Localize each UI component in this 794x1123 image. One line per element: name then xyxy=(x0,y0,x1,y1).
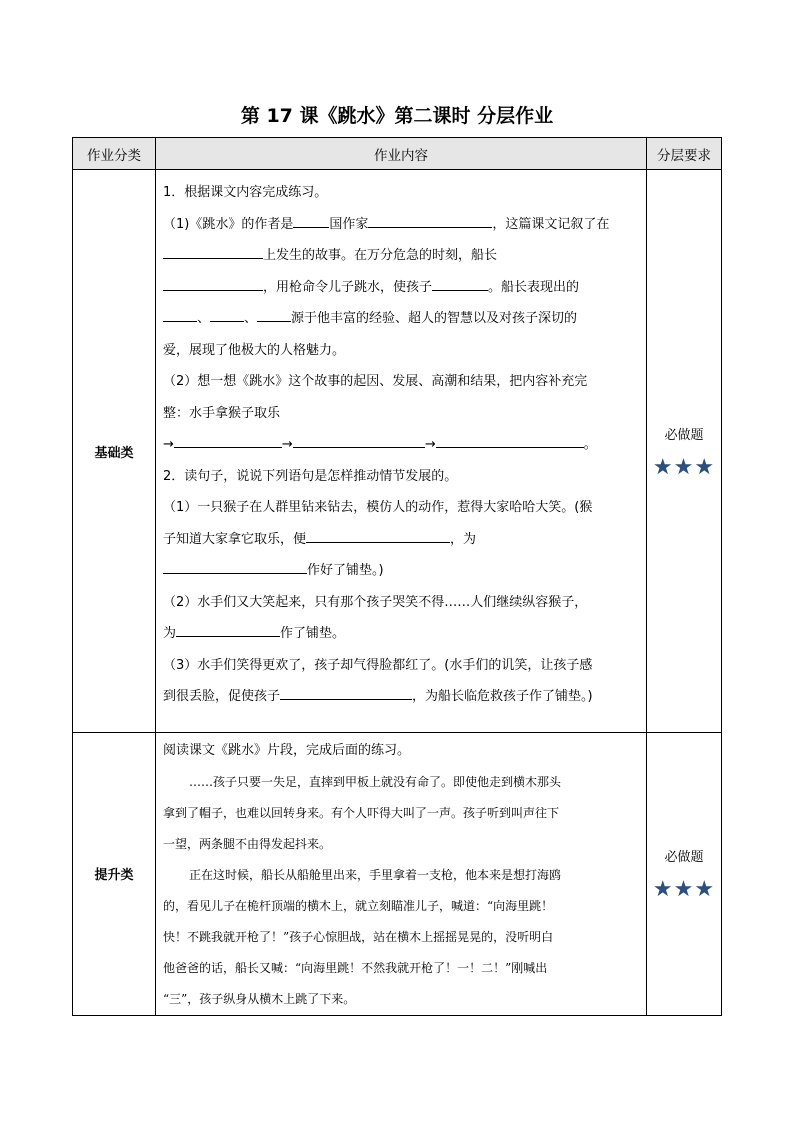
q1-2-line3: → → → 。 xyxy=(163,429,639,461)
page-title: 第 17 课《跳水》第二课时 分层作业 xyxy=(240,105,554,127)
requirement-label: 必做题 xyxy=(664,850,704,866)
answer-blank[interactable] xyxy=(163,558,307,574)
star-rating-icon: ★★★ xyxy=(652,877,716,903)
q1-1-line5: 爱，展现了他极大的人格魅力。 xyxy=(163,342,346,358)
q1-1-line3: ，用枪命令儿子跳水，使孩子 。船长表现出的 xyxy=(163,272,639,304)
passage-line: 他爸爸的话，船长又喊：“向海里跳！不然我就开枪了！一！二！”刚喊出 xyxy=(163,960,548,975)
star-rating-icon: ★★★ xyxy=(652,454,716,480)
header-requirement: 分层要求 xyxy=(647,138,722,170)
passage-line: ……孩子只要一失足，直摔到甲板上就没有命了。即使他走到横木那头 xyxy=(189,774,562,789)
q1-2-line1: （2）想一想《跳水》这个故事的起因、发展、高潮和结果，把内容补充完 xyxy=(163,374,588,389)
answer-blank[interactable] xyxy=(163,275,263,291)
table-row-advanced xyxy=(73,733,722,1016)
table-header-row xyxy=(73,138,722,170)
q2-2-line1: （2）水手们又大笑起来，只有那个孩子哭笑不得……人们继续纵容猴子， xyxy=(163,594,588,610)
table-row-basic xyxy=(73,170,722,733)
q2-1-line3: 作好了铺垫。) xyxy=(163,555,639,587)
q2-1-line1: （1）一只猴子在人群里钻来钻去，模仿人的动作，惹得大家哈哈大笑。(猴 xyxy=(163,500,593,515)
q1-1-line2: 上发生的故事。在万分危急的时刻，船长 xyxy=(163,240,639,272)
requirement-basic xyxy=(647,170,722,733)
homework-table xyxy=(72,137,722,1016)
answer-blank[interactable] xyxy=(163,306,197,322)
q2-3-line1: （3）水手们笑得更欢了，孩子却气得脸都红了。(水手们的讥笑，让孩子感 xyxy=(163,657,593,673)
reading-passage xyxy=(163,767,639,1015)
answer-blank[interactable] xyxy=(293,212,329,228)
answer-blank[interactable] xyxy=(368,212,492,228)
passage-line: 一望，两条腿不由得发起抖来。 xyxy=(163,836,332,851)
reading-intro: 阅读课文《跳水》片段，完成后面的练习。 xyxy=(163,743,411,758)
answer-blank[interactable] xyxy=(432,275,488,291)
requirement-advanced xyxy=(647,733,722,1016)
answer-blank[interactable] xyxy=(436,432,584,448)
q1-1-line1: （1)《跳水》的作者是 国作家 ，这篇课文记叙了在 xyxy=(163,209,639,241)
answer-blank[interactable] xyxy=(176,621,280,637)
answer-blank[interactable] xyxy=(174,432,282,448)
answer-blank[interactable] xyxy=(163,243,263,259)
q1-2-line2: 整：水手拿猴子取乐 xyxy=(163,405,281,421)
answer-blank[interactable] xyxy=(293,432,425,448)
header-category: 作业分类 xyxy=(73,138,156,170)
category-advanced: 提升类 xyxy=(73,733,156,1016)
answer-blank[interactable] xyxy=(257,306,291,322)
q1-1-line4: 、 、 源于他丰富的经验、超人的智慧以及对孩子深切的 xyxy=(163,303,639,335)
passage-line: 拿到了帽子，也难以回转身来。有个人吓得大叫了一声。孩子听到叫声往下 xyxy=(163,805,560,820)
passage-line: 正在这时候，船长从船舱里出来，手里拿着一支枪，他本来是想打海鸥 xyxy=(189,867,562,882)
content-basic xyxy=(156,170,647,733)
answer-blank[interactable] xyxy=(306,527,450,543)
q2-2-line2: 为 作了铺垫。 xyxy=(163,618,639,650)
passage-line: 的，看见儿子在桅杆顶端的横木上，就立刻瞄准儿子，喊道：“向海里跳！ xyxy=(163,898,554,913)
q2-1-line2: 子知道大家拿它取乐，便 ，为 xyxy=(163,524,639,556)
category-basic: 基础类 xyxy=(73,170,156,733)
requirement-label: 必做题 xyxy=(664,427,704,443)
passage-line: 快！不跳我就开枪了！”孩子心惊胆战，站在横木上摇摇晃晃的，没听明白 xyxy=(163,929,554,944)
header-content: 作业内容 xyxy=(156,138,647,170)
answer-blank[interactable] xyxy=(280,684,412,700)
q2-3-line2: 到很丢脸，促使孩子 ，为船长临危救孩子作了铺垫。) xyxy=(163,681,639,713)
passage-line: “三”，孩子纵身从横木上跳了下来。 xyxy=(163,991,356,1006)
q1-title: 1．根据课文内容完成练习。 xyxy=(163,185,328,200)
content-advanced xyxy=(156,733,647,1016)
answer-blank[interactable] xyxy=(210,306,244,322)
q2-title: 2．读句子，说说下列语句是怎样推动情节发展的。 xyxy=(163,468,458,484)
